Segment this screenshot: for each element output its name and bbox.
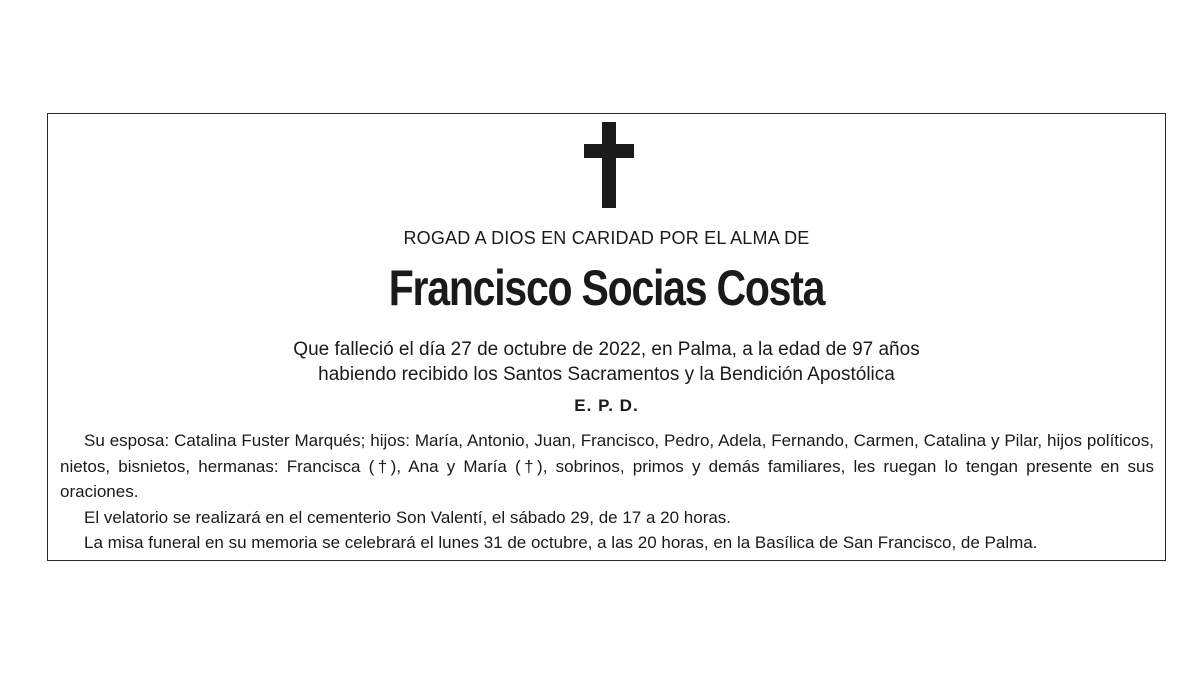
prayer-line: ROGAD A DIOS EN CARIDAD POR EL ALMA DE bbox=[403, 228, 810, 248]
epd-label: E. P. D. bbox=[574, 396, 639, 415]
family-paragraph: Su esposa: Catalina Fuster Marqués; hijos: María, Antonio, Juan, Francisco, Pedro, Adela, Fernando, Carmen, Catalina y Pilar, hijos políticos, nietos, bisnietos, hermanas: Francisca (†), Ana y María (†), sobrinos, primos y demás familiares, les ruegan lo tengan presente en sus oraciones. bbox=[60, 431, 1154, 501]
death-details bbox=[48, 337, 1165, 387]
mass-paragraph: La misa funeral en su memoria se celebrará el lunes 31 de octubre, a las 20 horas, en la Basílica de San Francisco, de Palma. bbox=[84, 533, 1038, 552]
wake-paragraph: El velatorio se realizará en el cementerio Son Valentí, el sábado 29, de 17 a 20 horas. bbox=[84, 508, 732, 527]
death-line-2: habiendo recibido los Santos Sacramentos y la Bendición Apostólica bbox=[318, 364, 895, 385]
death-line-1: Que falleció el día 27 de octubre de 2022, en Palma, a la edad de 97 años bbox=[293, 339, 920, 360]
obituary-notice bbox=[47, 113, 1166, 561]
cross-icon bbox=[584, 122, 634, 208]
deceased-name: Francisco Socias Costa bbox=[388, 260, 825, 316]
